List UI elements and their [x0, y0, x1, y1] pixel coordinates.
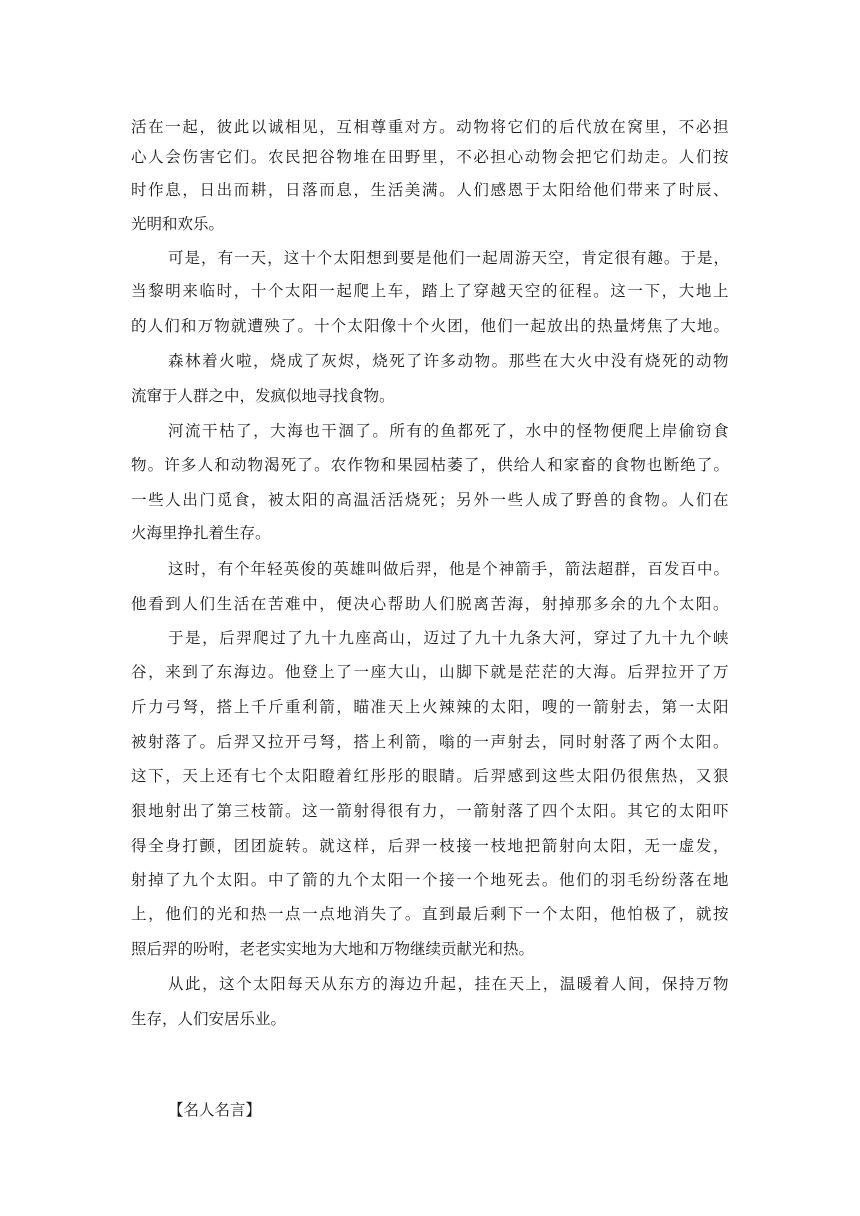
paragraph-line: 当黎明来临时，十个太阳一起爬上车，踏上了穿越天空的征程。这一下，大地上 [131, 282, 731, 300]
paragraph-line: 谷，来到了东海边。他登上了一座大山，山脚下就是茫茫的大海。后羿拉开了万 [131, 663, 731, 681]
paragraph-line: 从此，这个太阳每天从东方的海边升起，挂在天上，温暖着人间，保持万物 [168, 975, 731, 993]
paragraph-line: 可是，有一天，这十个太阳想到要是他们一起周游天空，肯定很有趣。于是， [168, 249, 731, 267]
paragraph-line: 得全身打颤，团团旋转。就这样，后羿一枝接一枝地把箭射向太阳，无一虚发， [131, 837, 731, 855]
paragraph-line: 生存，人们安居乐业。 [131, 1010, 287, 1028]
paragraph-line: 一些人出门觅食，被太阳的高温活活烧死；另外一些人成了野兽的食物。人们在 [131, 491, 731, 509]
paragraph-line: 的人们和万物就遭殃了。十个太阳像十个火团，他们一起放出的热量烤焦了大地。 [131, 317, 731, 335]
section-heading: 【名人名言】 [168, 1101, 262, 1119]
paragraph-line: 光明和欢乐。 [131, 215, 225, 233]
paragraph-line: 斤力弓弩，搭上千斤重利箭，瞄准天上火辣辣的太阳，嗖的一箭射去，第一太阳 [131, 698, 731, 716]
paragraph-line: 活在一起，彼此以诚相见，互相尊重对方。动物将它们的后代放在窝里，不必担 [131, 118, 731, 136]
paragraph-line: 照后羿的吩咐，老老实实地为大地和万物继续贡献光和热。 [131, 940, 535, 958]
paragraph-line: 物。许多人和动物渴死了。农作物和果园枯萎了，供给人和家畜的食物也断绝了。 [131, 456, 731, 474]
paragraph-line: 森林着火啦，烧成了灰烬，烧死了许多动物。那些在大火中没有烧死的动物 [168, 352, 731, 370]
paragraph-line: 河流干枯了，大海也干涸了。所有的鱼都死了，水中的怪物便爬上岸偷窃食 [168, 422, 731, 440]
paragraph-line: 这下，天上还有七个太阳瞪着红彤彤的眼睛。后羿感到这些太阳仍很焦热，又狠 [131, 767, 731, 785]
paragraph-line: 时作息，日出而耕，日落而息，生活美满。人们感恩于太阳给他们带来了时辰、 [131, 181, 731, 199]
paragraph-line: 上，他们的光和热一点一点地消失了。直到最后剩下一个太阳，他怕极了，就按 [131, 905, 731, 923]
paragraph-line: 这时，有个年轻英俊的英雄叫做后羿，他是个神箭手，箭法超群，百发百中。 [168, 560, 731, 578]
paragraph-line: 于是，后羿爬过了九十九座高山，迈过了九十九条大河，穿过了九十九个峡 [168, 629, 731, 647]
paragraph-line: 火海里挣扎着生存。 [131, 524, 271, 542]
paragraph-line: 心人会伤害它们。农民把谷物堆在田野里，不必担心动物会把它们劫走。人们按 [131, 148, 731, 166]
paragraph-line: 流窜于人群之中，发疯似地寻找食物。 [131, 387, 395, 405]
paragraph-line: 他看到人们生活在苦难中，便决心帮助人们脱离苦海，射掉那多余的九个太阳。 [131, 595, 731, 613]
paragraph-line: 射掉了九个太阳。中了箭的九个太阳一个接一个地死去。他们的羽毛纷纷落在地 [131, 871, 731, 889]
paragraph-line: 狠地射出了第三枝箭。这一箭射得很有力，一箭射落了四个太阳。其它的太阳吓 [131, 802, 731, 820]
paragraph-line: 被射落了。后羿又拉开弓弩，搭上利箭，嗡的一声射去，同时射落了两个太阳。 [131, 733, 731, 751]
